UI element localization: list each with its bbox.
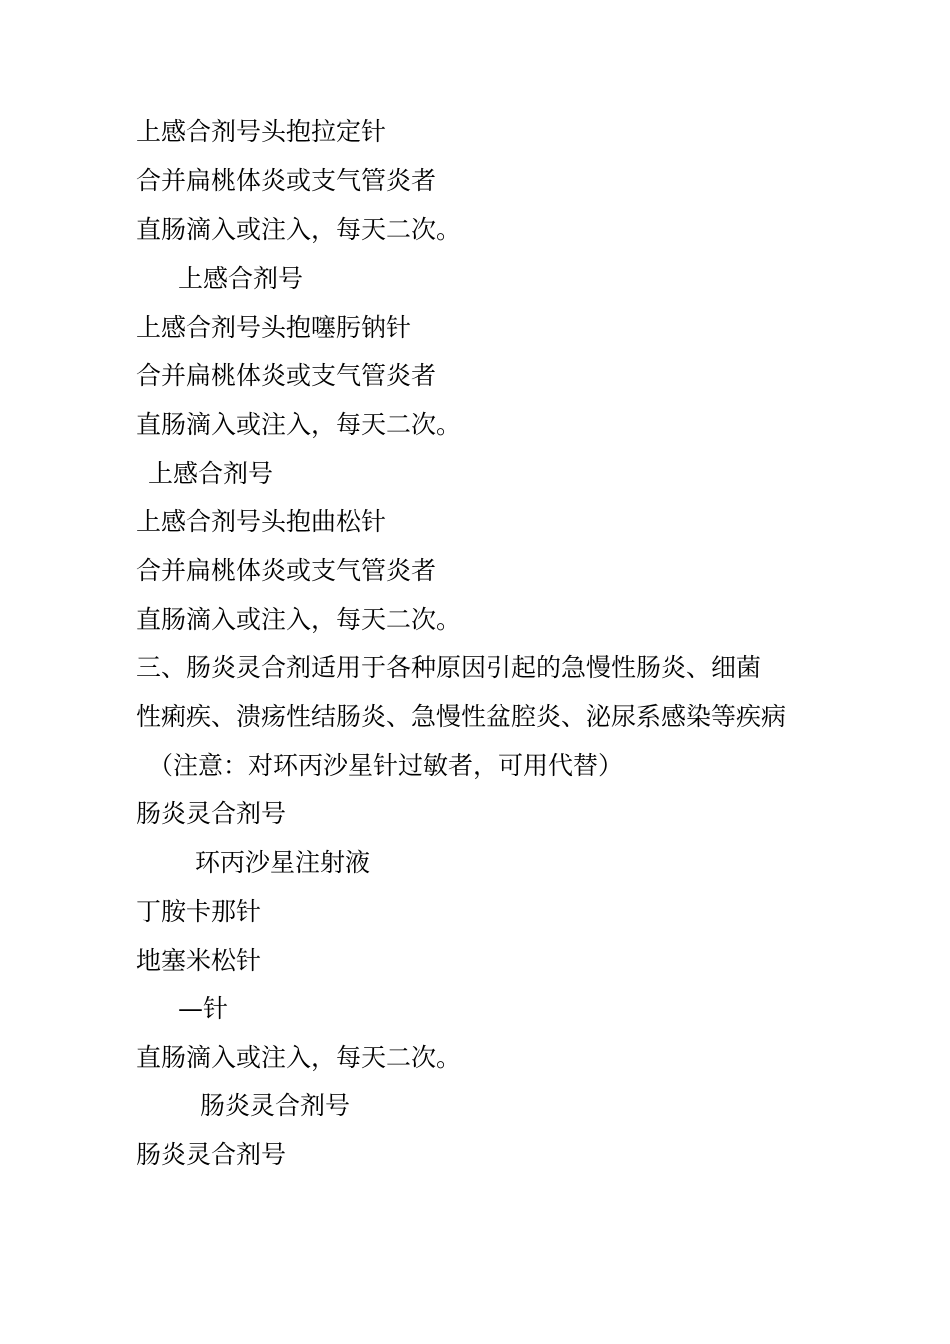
text-line: 上感合剂号头抱噻肟钠针	[136, 313, 412, 342]
text-line: 合并扁桃体炎或支气管炎者	[136, 361, 437, 390]
text-line: 上感合剂号	[148, 459, 274, 488]
text-line: 合并扁桃体炎或支气管炎者	[136, 556, 437, 585]
text-line: 上感合剂号	[178, 264, 304, 293]
text-line: 肠炎灵合剂号	[200, 1091, 351, 1120]
text-line: 直肠滴入或注入，每天二次。	[136, 410, 462, 439]
text-line: —针	[178, 994, 229, 1023]
text-line: 直肠滴入或注入，每天二次。	[136, 605, 462, 634]
text-line: 性痢疾、溃疡性结肠炎、急慢性盆腔炎、泌尿系感染等疾病	[136, 702, 787, 731]
text-line: 丁胺卡那针	[136, 897, 262, 926]
text-line: 上感合剂号头抱拉定针	[136, 117, 387, 146]
text-line: （注意：对环丙沙星针过敏者，可用代替）	[148, 751, 624, 780]
text-line: 上感合剂号头抱曲松针	[136, 507, 387, 536]
text-line: 肠炎灵合剂号	[136, 1140, 287, 1169]
text-line: 直肠滴入或注入，每天二次。	[136, 215, 462, 244]
text-line: 三、肠炎灵合剂适用于各种原因引起的急慢性肠炎、细菌	[136, 653, 762, 682]
text-line: 合并扁桃体炎或支气管炎者	[136, 166, 437, 195]
text-line: 地塞米松针	[136, 946, 262, 975]
text-line: 环丙沙星注射液	[195, 848, 371, 877]
text-line: 肠炎灵合剂号	[136, 799, 287, 828]
text-line: 直肠滴入或注入，每天二次。	[136, 1043, 462, 1072]
